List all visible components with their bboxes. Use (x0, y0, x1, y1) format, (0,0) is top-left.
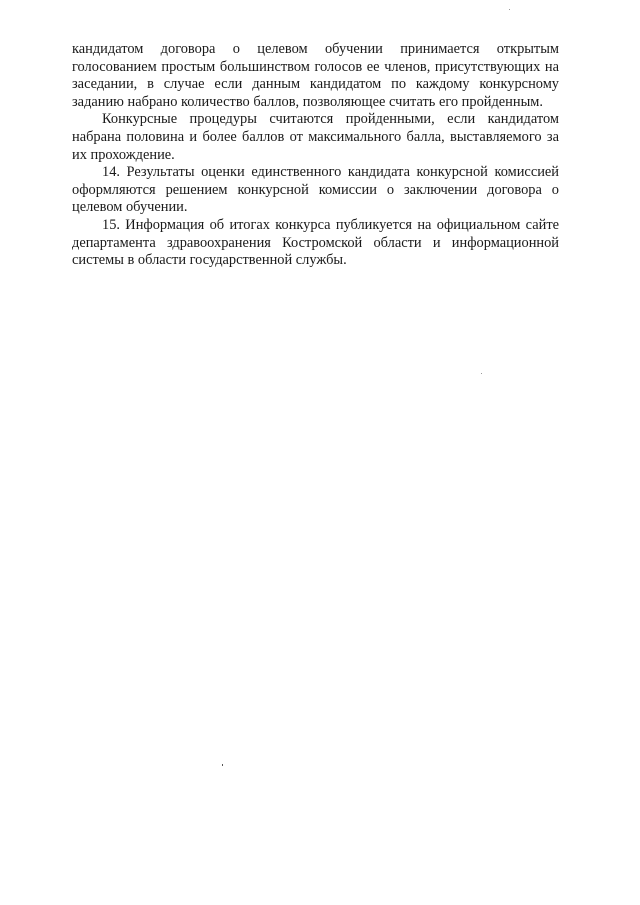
paragraph-continuation: кандидатом договора о целевом обучении принимается открытым голосованием простым большинством голосов ее членов, присутствующих на заседании, в случае если данным кандидатом по каждому конкурсному заданию набрано количество баллов, позволяющее считать его пройденным. (72, 41, 559, 110)
scan-speck (481, 373, 482, 374)
scan-speck (509, 9, 510, 10)
scan-speck (222, 764, 223, 766)
paragraph-competition-procedures: Конкурсные процедуры считаются пройденными, если кандидатом набрана половина и более баллов от максимального балла, выставляемого за их прохождение. (72, 111, 559, 163)
paragraph-item-14: 14. Результаты оценки единственного кандидата конкурсной комиссией оформляются решением конкурсной комиссии о заключении договора о целевом обучении. (72, 164, 559, 216)
paragraph-item-15: 15. Информация об итогах конкурса публикуется на официальном сайте департамента здравоохранения Костромской области и информационной системы в области государственной службы. (72, 216, 559, 269)
document-body (72, 41, 559, 270)
